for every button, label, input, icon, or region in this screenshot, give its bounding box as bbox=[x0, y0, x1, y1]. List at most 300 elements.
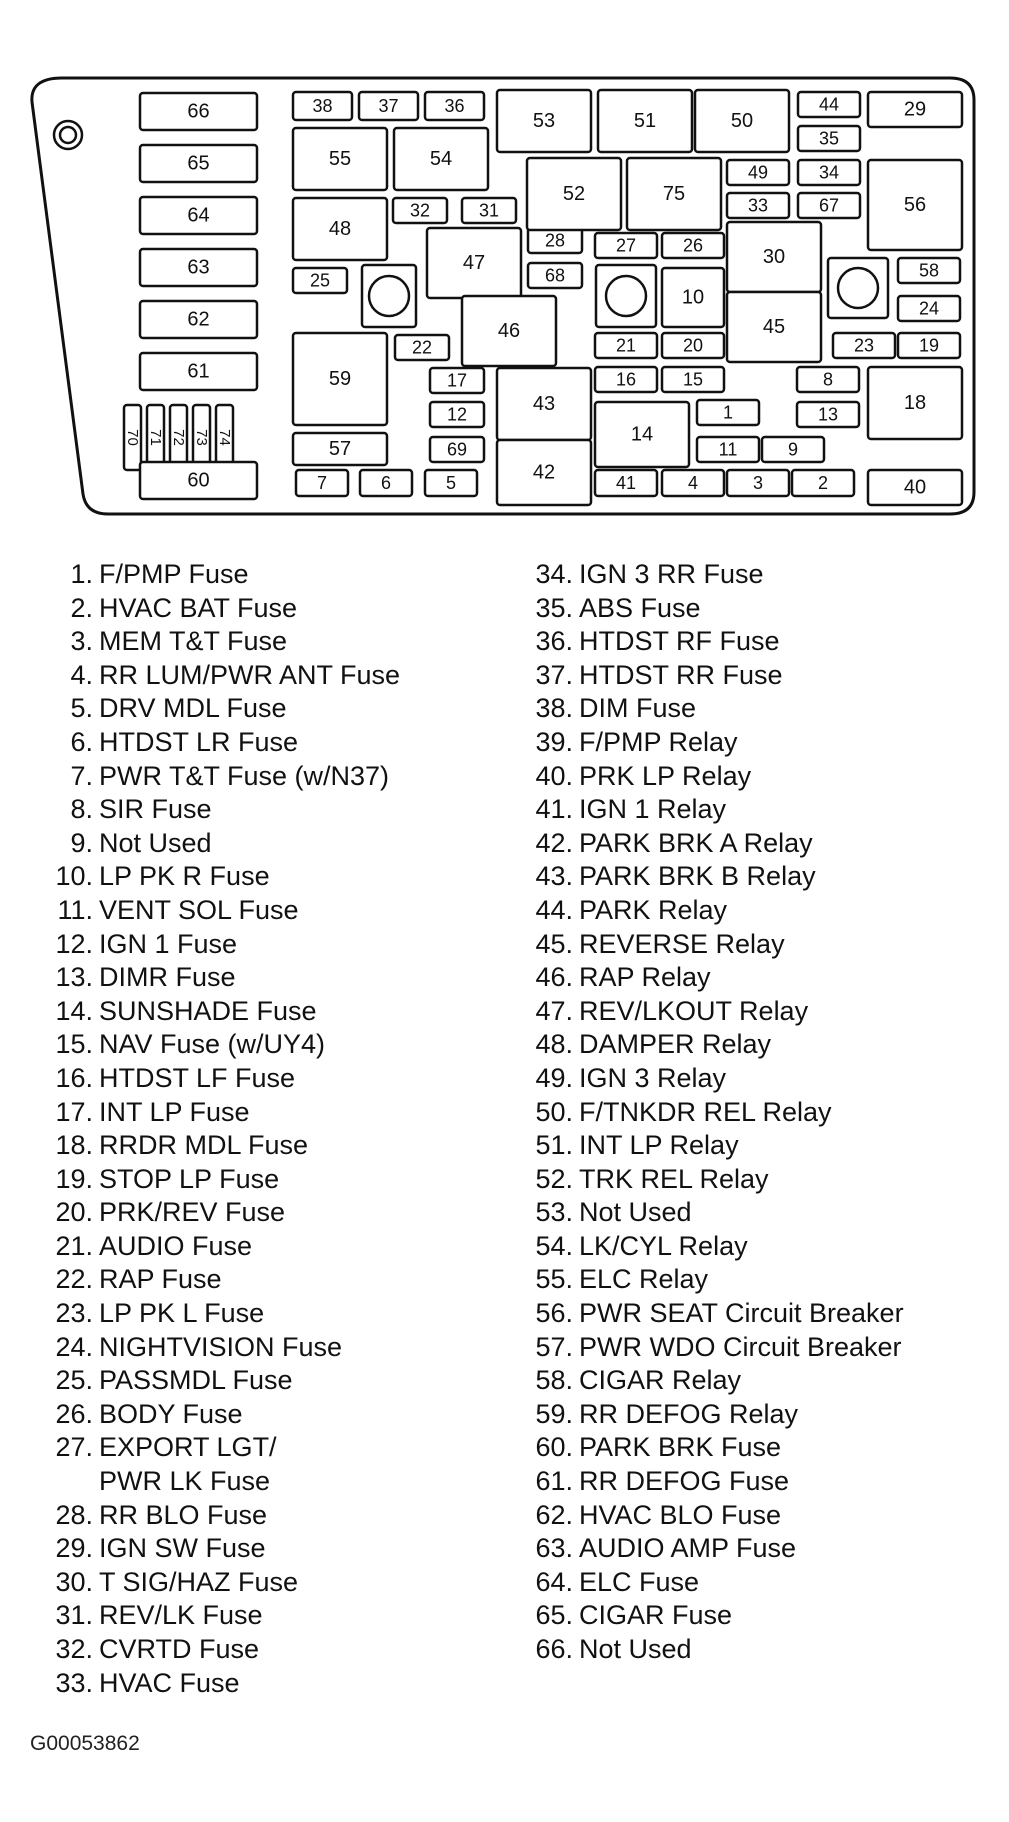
legend-number: 21. bbox=[55, 1230, 93, 1261]
fuse-block-slot bbox=[695, 90, 789, 152]
slot-number-label: 68 bbox=[544, 265, 566, 286]
legend-entry bbox=[510, 592, 1005, 626]
legend-entry bbox=[510, 558, 1005, 592]
legend-description: CIGAR Relay bbox=[579, 1365, 742, 1396]
legend-entry bbox=[30, 659, 490, 693]
legend-entry bbox=[30, 1499, 490, 1533]
fuse-block-slot bbox=[293, 92, 352, 120]
legend-entry bbox=[510, 625, 1005, 659]
legend-entry bbox=[510, 1062, 1005, 1096]
fuse-block-slot bbox=[898, 258, 960, 283]
legend-number: 53. bbox=[535, 1197, 573, 1228]
legend-entry bbox=[510, 1633, 1005, 1667]
legend-description: HTDST RR Fuse bbox=[579, 659, 783, 690]
legend-number: 13. bbox=[55, 962, 93, 993]
legend-description: F/TNKDR REL Relay bbox=[579, 1096, 832, 1127]
legend-entry bbox=[510, 793, 1005, 827]
legend-number: 64. bbox=[535, 1566, 573, 1597]
legend-description: SIR Fuse bbox=[99, 794, 212, 825]
connector-socket-icon bbox=[828, 258, 888, 318]
fuse-block-slot bbox=[662, 333, 724, 358]
legend-number: 52. bbox=[535, 1163, 573, 1194]
legend-entry bbox=[510, 1331, 1005, 1365]
legend-description: INT LP Fuse bbox=[99, 1096, 250, 1127]
legend-entry bbox=[510, 1096, 1005, 1130]
legend-number: 63. bbox=[535, 1533, 573, 1564]
fuse-block-slot bbox=[727, 160, 789, 185]
legend-description: PASSMDL Fuse bbox=[99, 1365, 293, 1396]
legend-entry bbox=[510, 1364, 1005, 1398]
legend-number: 60. bbox=[535, 1432, 573, 1463]
slot-number-label: 16 bbox=[615, 369, 637, 390]
legend-entry bbox=[30, 1667, 490, 1701]
legend-description: TRK REL Relay bbox=[579, 1163, 769, 1194]
legend-entry bbox=[510, 1028, 1005, 1062]
legend-number: 29. bbox=[55, 1533, 93, 1564]
legend-number: 10. bbox=[55, 861, 93, 892]
fuse-block-slot bbox=[425, 92, 484, 120]
legend-description: DIMR Fuse bbox=[99, 962, 236, 993]
fuse-block-slot bbox=[697, 400, 759, 425]
fuse-block-slot bbox=[868, 367, 962, 439]
slot-number-label: 74 bbox=[216, 429, 233, 446]
slot-number-label: 40 bbox=[903, 476, 927, 499]
slot-number-label: 24 bbox=[918, 298, 940, 319]
slot-number-label: 35 bbox=[818, 128, 840, 149]
legend-entry bbox=[30, 1230, 490, 1264]
legend-entry bbox=[30, 1331, 490, 1365]
fuse-block-slot bbox=[595, 233, 657, 258]
slot-number-label: 6 bbox=[380, 473, 392, 493]
legend-entry bbox=[30, 1062, 490, 1096]
legend-entry bbox=[510, 995, 1005, 1029]
slot-number-label: 44 bbox=[818, 94, 840, 115]
legend-number: 7. bbox=[70, 760, 93, 791]
legend-number: 47. bbox=[535, 995, 573, 1026]
legend-number: 33. bbox=[55, 1667, 93, 1698]
legend-number: 55. bbox=[535, 1264, 573, 1295]
legend-number: 35. bbox=[535, 592, 573, 623]
slot-number-label: 60 bbox=[187, 469, 210, 492]
legend-entry bbox=[510, 1532, 1005, 1566]
legend-entry bbox=[510, 1465, 1005, 1499]
slot-number-label: 67 bbox=[818, 195, 840, 216]
legend-entry bbox=[30, 894, 490, 928]
legend-entry bbox=[510, 1599, 1005, 1633]
slot-number-label: 46 bbox=[497, 320, 521, 342]
slot-number-label: 3 bbox=[752, 473, 764, 493]
fuse-block-slot bbox=[497, 90, 591, 152]
legend-number: 26. bbox=[55, 1398, 93, 1429]
legend-number: 38. bbox=[535, 693, 573, 724]
slot-number-label: 55 bbox=[328, 148, 352, 170]
legend-entry bbox=[510, 928, 1005, 962]
legend-number: 22. bbox=[55, 1264, 93, 1295]
fuse-block-slot bbox=[528, 228, 582, 253]
slot-number-label: 70 bbox=[124, 429, 141, 446]
legend-description: F/PMP Relay bbox=[579, 726, 738, 757]
legend-description: ELC Relay bbox=[579, 1264, 709, 1295]
fuse-block-slot bbox=[293, 333, 387, 425]
fuse-block-slot bbox=[430, 437, 484, 462]
slot-number-label: 48 bbox=[328, 218, 352, 240]
slot-number-label: 22 bbox=[411, 337, 433, 358]
slot-number-label: 75 bbox=[662, 183, 686, 205]
legend-entry bbox=[30, 1297, 490, 1331]
slot-number-label: 2 bbox=[817, 473, 829, 493]
legend-description: PARK BRK B Relay bbox=[579, 861, 816, 892]
slot-number-label: 33 bbox=[747, 195, 769, 216]
legend-number: 14. bbox=[55, 995, 93, 1026]
legend-description: REV/LKOUT Relay bbox=[579, 995, 809, 1026]
legend-entry bbox=[30, 1398, 490, 1432]
legend-number: 51. bbox=[535, 1130, 573, 1161]
slot-number-label: 43 bbox=[532, 393, 556, 415]
slot-number-label: 38 bbox=[312, 96, 333, 116]
fuse-block-slot bbox=[727, 222, 821, 292]
fuse-block-slot bbox=[170, 405, 187, 470]
legend-number: 44. bbox=[535, 894, 573, 925]
legend-entry bbox=[510, 1431, 1005, 1465]
legend-number: 9. bbox=[70, 827, 93, 858]
legend-entry bbox=[30, 860, 490, 894]
legend-number: 18. bbox=[55, 1130, 93, 1161]
legend-entry bbox=[30, 1599, 490, 1633]
legend-number: 12. bbox=[55, 928, 93, 959]
fuse-block-slot bbox=[898, 333, 960, 358]
fuse-block-slot bbox=[797, 402, 859, 427]
fuse-block-slot bbox=[798, 160, 860, 185]
legend-number: 58. bbox=[535, 1365, 573, 1396]
fuse-block-slot bbox=[293, 268, 347, 293]
fuse-block-slot bbox=[293, 433, 387, 465]
fuse-block-slot bbox=[798, 193, 860, 218]
slot-number-label: 7 bbox=[316, 473, 328, 493]
legend-entry bbox=[30, 1196, 490, 1230]
legend-number: 24. bbox=[55, 1331, 93, 1362]
slot-number-label: 13 bbox=[817, 404, 839, 425]
fuse-block-slot bbox=[140, 462, 257, 499]
fuse-block-slot bbox=[595, 470, 657, 496]
legend-description: HTDST RF Fuse bbox=[579, 626, 780, 657]
slot-number-label: 69 bbox=[446, 439, 468, 460]
legend-number: 5. bbox=[70, 693, 93, 724]
slot-number-label: 32 bbox=[409, 200, 431, 221]
legend-entry bbox=[30, 760, 490, 794]
legend-entry bbox=[510, 1163, 1005, 1197]
slot-number-label: 58 bbox=[918, 260, 940, 281]
fuse-block-slot bbox=[727, 470, 789, 496]
fuse-block-slot bbox=[193, 405, 210, 470]
fuse-block-slot bbox=[662, 367, 724, 392]
legend-entry bbox=[510, 860, 1005, 894]
legend-description: PWR T&T Fuse (w/N37) bbox=[99, 760, 390, 791]
legend-entry bbox=[30, 995, 490, 1029]
fuse-block-slot bbox=[527, 158, 621, 230]
fuse-block-slot bbox=[833, 333, 895, 358]
fuse-block-slot bbox=[798, 92, 860, 117]
legend-number: 8. bbox=[70, 794, 93, 825]
legend-description: CIGAR Fuse bbox=[579, 1600, 733, 1631]
legend-description: AUDIO Fuse bbox=[99, 1230, 253, 1261]
slot-number-label: 52 bbox=[562, 183, 586, 205]
legend-number: 43. bbox=[535, 861, 573, 892]
slot-number-label: 71 bbox=[147, 429, 164, 446]
legend-description: IGN 1 Fuse bbox=[99, 928, 238, 959]
legend-number: 39. bbox=[535, 726, 573, 757]
legend-entry bbox=[30, 1096, 490, 1130]
legend-description: HVAC BLO Fuse bbox=[579, 1499, 782, 1530]
slot-number-label: 17 bbox=[446, 370, 468, 391]
fuse-block-slot bbox=[662, 470, 724, 496]
slot-number-label: 25 bbox=[309, 270, 331, 291]
legend-number: 15. bbox=[55, 1029, 93, 1060]
fuse-block-slot bbox=[427, 228, 521, 298]
slot-number-label: 4 bbox=[687, 473, 699, 493]
legend-entry bbox=[510, 1196, 1005, 1230]
legend-number: 66. bbox=[535, 1634, 573, 1664]
legend-number: 59. bbox=[535, 1398, 573, 1429]
legend-number: 28. bbox=[55, 1499, 93, 1530]
legend-description: PARK BRK A Relay bbox=[579, 827, 813, 858]
slot-number-label: 8 bbox=[822, 369, 834, 390]
legend-description: HVAC Fuse bbox=[99, 1667, 240, 1698]
legend-description: ELC Fuse bbox=[579, 1566, 700, 1597]
slot-number-label: 51 bbox=[633, 110, 657, 132]
fuse-block-slot bbox=[140, 93, 257, 130]
legend-number: 41. bbox=[535, 794, 573, 825]
legend-description: PWR WDO Circuit Breaker bbox=[579, 1331, 902, 1362]
legend-description: RR DEFOG Relay bbox=[579, 1398, 799, 1429]
legend-description: AUDIO AMP Fuse bbox=[579, 1533, 797, 1564]
slot-number-label: 73 bbox=[193, 429, 210, 446]
legend-number: 45. bbox=[535, 928, 573, 959]
legend-description: RAP Relay bbox=[579, 962, 711, 993]
fuse-block-slot bbox=[147, 405, 164, 470]
legend-description: F/PMP Fuse bbox=[99, 559, 249, 589]
legend-description: EXPORT LGT/ bbox=[99, 1432, 277, 1463]
legend-description: DRV MDL Fuse bbox=[99, 693, 287, 724]
legend-entry bbox=[30, 625, 490, 659]
slot-number-label: 19 bbox=[918, 335, 940, 356]
legend-entry bbox=[30, 1532, 490, 1566]
legend-description: RR LUM/PWR ANT Fuse bbox=[99, 659, 401, 690]
slot-number-label: 30 bbox=[762, 246, 786, 268]
connector-socket-icon bbox=[362, 265, 416, 327]
fuse-block-slot bbox=[140, 197, 257, 234]
legend-number: 4. bbox=[70, 659, 93, 690]
slot-number-label: 27 bbox=[615, 235, 637, 256]
legend-entry bbox=[30, 793, 490, 827]
fuse-block-slot bbox=[868, 160, 962, 250]
legend-number: 34. bbox=[535, 559, 573, 589]
legend-entry bbox=[30, 726, 490, 760]
slot-number-label: 20 bbox=[682, 335, 704, 356]
legend-description: T SIG/HAZ Fuse bbox=[99, 1566, 299, 1597]
fuse-block-slot bbox=[360, 470, 412, 496]
fuse-block-slot bbox=[462, 198, 516, 223]
slot-number-label: 64 bbox=[187, 204, 210, 227]
slot-number-label: 5 bbox=[445, 473, 457, 493]
legend-description: Not Used bbox=[99, 827, 212, 858]
legend-entry bbox=[30, 1028, 490, 1062]
slot-number-label: 14 bbox=[630, 423, 654, 446]
slot-number-label: 50 bbox=[730, 110, 754, 132]
legend-description-continued: PWR LK Fuse bbox=[99, 1466, 271, 1497]
legend-entry bbox=[30, 1163, 490, 1197]
slot-number-label: 28 bbox=[544, 230, 566, 251]
fuse-block-slot bbox=[697, 437, 759, 462]
slot-number-label: 49 bbox=[747, 162, 769, 183]
fuse-block-slot bbox=[296, 470, 348, 496]
fuse-block-slot bbox=[497, 368, 591, 440]
slot-number-label: 54 bbox=[429, 148, 453, 170]
legend-entry bbox=[510, 1499, 1005, 1533]
legend-number: 1. bbox=[70, 559, 93, 589]
slot-number-label: 10 bbox=[681, 286, 705, 309]
legend-description: PRK LP Relay bbox=[579, 760, 752, 791]
fuse-block-slot bbox=[425, 470, 477, 496]
fuse-block-slot bbox=[727, 193, 789, 218]
legend-entry bbox=[30, 692, 490, 726]
legend-description: IGN 3 RR Fuse bbox=[579, 559, 764, 589]
fuse-block-slot bbox=[662, 233, 724, 258]
slot-number-label: 45 bbox=[762, 316, 786, 338]
fuse-block-diagram bbox=[0, 0, 1009, 540]
legend-description: BODY Fuse bbox=[99, 1398, 243, 1429]
legend-description: PARK Relay bbox=[579, 894, 728, 925]
legend-description: RRDR MDL Fuse bbox=[99, 1130, 309, 1161]
fuse-block-slot bbox=[762, 437, 824, 462]
legend-description: PWR SEAT Circuit Breaker bbox=[579, 1298, 904, 1329]
legend-number: 27. bbox=[55, 1432, 93, 1463]
fuse-block-slot bbox=[528, 263, 582, 288]
legend-entry bbox=[510, 1566, 1005, 1600]
fuse-block-slot bbox=[216, 405, 233, 470]
legend-description: Not Used bbox=[579, 1634, 692, 1664]
legend-number: 6. bbox=[70, 726, 93, 757]
legend-number: 11. bbox=[57, 894, 93, 925]
legend-number: 40. bbox=[535, 760, 573, 791]
legend-number: 57. bbox=[535, 1331, 573, 1362]
legend-entry bbox=[30, 1364, 490, 1398]
legend-number: 50. bbox=[535, 1096, 573, 1127]
legend-left-column bbox=[30, 558, 490, 1700]
legend-entry bbox=[510, 894, 1005, 928]
legend-right-column bbox=[510, 558, 1005, 1667]
legend-entry bbox=[30, 961, 490, 995]
legend-number: 54. bbox=[535, 1230, 573, 1261]
legend-number: 23. bbox=[55, 1298, 93, 1329]
fuse-block-slot bbox=[140, 301, 257, 338]
legend-entry bbox=[30, 1633, 490, 1667]
legend-entry bbox=[510, 827, 1005, 861]
fuse-block-slot bbox=[497, 440, 591, 505]
fuse-block-slot bbox=[792, 470, 854, 496]
slot-number-label: 12 bbox=[446, 404, 468, 425]
slot-number-label: 36 bbox=[444, 96, 465, 116]
legend-entry bbox=[30, 827, 490, 861]
legend-entry bbox=[30, 1129, 490, 1163]
fuse-block-slot bbox=[595, 367, 657, 392]
legend-description: REVERSE Relay bbox=[579, 928, 785, 959]
legend-number: 2. bbox=[70, 592, 93, 623]
legend-number: 30. bbox=[55, 1566, 93, 1597]
legend-number: 42. bbox=[535, 827, 573, 858]
legend-description: STOP LP Fuse bbox=[99, 1163, 280, 1194]
legend-description: PRK/REV Fuse bbox=[99, 1197, 286, 1228]
slot-number-label: 63 bbox=[187, 256, 210, 279]
legend-entry bbox=[510, 692, 1005, 726]
legend-description: REV/LK Fuse bbox=[99, 1600, 263, 1631]
legend-number: 17. bbox=[55, 1096, 93, 1127]
fuse-block-slot bbox=[359, 92, 418, 120]
legend-entry bbox=[30, 1566, 490, 1600]
legend-description: MEM T&T Fuse bbox=[99, 626, 288, 657]
slot-number-label: 31 bbox=[478, 200, 500, 221]
slot-number-label: 23 bbox=[853, 335, 875, 356]
legend-description: NIGHTVISION Fuse bbox=[99, 1331, 343, 1362]
legend-entry bbox=[510, 1129, 1005, 1163]
fuse-block-slot bbox=[462, 296, 556, 366]
mounting-hole-icon bbox=[54, 121, 82, 149]
fuse-block-slot bbox=[798, 126, 860, 151]
legend-number: 16. bbox=[55, 1062, 93, 1093]
fuse-block-slot bbox=[395, 335, 449, 360]
legend-entry bbox=[510, 1230, 1005, 1264]
legend-description: RAP Fuse bbox=[99, 1264, 222, 1295]
legend-entry bbox=[510, 1297, 1005, 1331]
legend-entry bbox=[510, 1263, 1005, 1297]
slot-number-label: 29 bbox=[903, 98, 927, 121]
legend-entry bbox=[510, 1398, 1005, 1432]
slot-number-label: 61 bbox=[187, 360, 210, 383]
legend-description: LK/CYL Relay bbox=[579, 1230, 748, 1261]
slot-number-label: 21 bbox=[615, 335, 637, 356]
fuse-block-slot bbox=[430, 402, 484, 427]
legend-description: DAMPER Relay bbox=[579, 1029, 772, 1060]
legend-description: HTDST LF Fuse bbox=[99, 1062, 296, 1093]
fuse-block-slot bbox=[727, 292, 821, 362]
fuse-block-slot bbox=[868, 470, 962, 505]
fuse-block-slot bbox=[140, 145, 257, 182]
legend-description: HTDST LR Fuse bbox=[99, 726, 299, 757]
fuse-block-slot bbox=[627, 158, 721, 230]
fuse-block-slot bbox=[430, 368, 484, 393]
legend-number: 48. bbox=[535, 1029, 573, 1060]
fuse-block-slot bbox=[394, 128, 488, 190]
legend-number: 20. bbox=[55, 1197, 93, 1228]
legend-description: HVAC BAT Fuse bbox=[99, 592, 298, 623]
legend-number: 36. bbox=[535, 626, 573, 657]
legend-description: IGN SW Fuse bbox=[99, 1533, 266, 1564]
fuse-block-slot bbox=[598, 90, 692, 152]
slot-number-label: 62 bbox=[187, 308, 210, 331]
legend-number: 62. bbox=[535, 1499, 573, 1530]
slot-number-label: 65 bbox=[187, 152, 210, 175]
legend-entry bbox=[510, 760, 1005, 794]
legend-description: LP PK R Fuse bbox=[99, 861, 270, 892]
slot-number-label: 66 bbox=[187, 100, 210, 123]
legend-description: IGN 3 Relay bbox=[579, 1062, 727, 1093]
fuse-block-slot bbox=[393, 198, 447, 223]
fuse-block-slot bbox=[868, 92, 962, 127]
legend-number: 37. bbox=[535, 659, 573, 690]
slot-number-label: 1 bbox=[722, 402, 734, 423]
legend-description: PARK BRK Fuse bbox=[579, 1432, 782, 1463]
fuse-block-slot bbox=[662, 268, 724, 327]
legend-number: 19. bbox=[55, 1163, 93, 1194]
